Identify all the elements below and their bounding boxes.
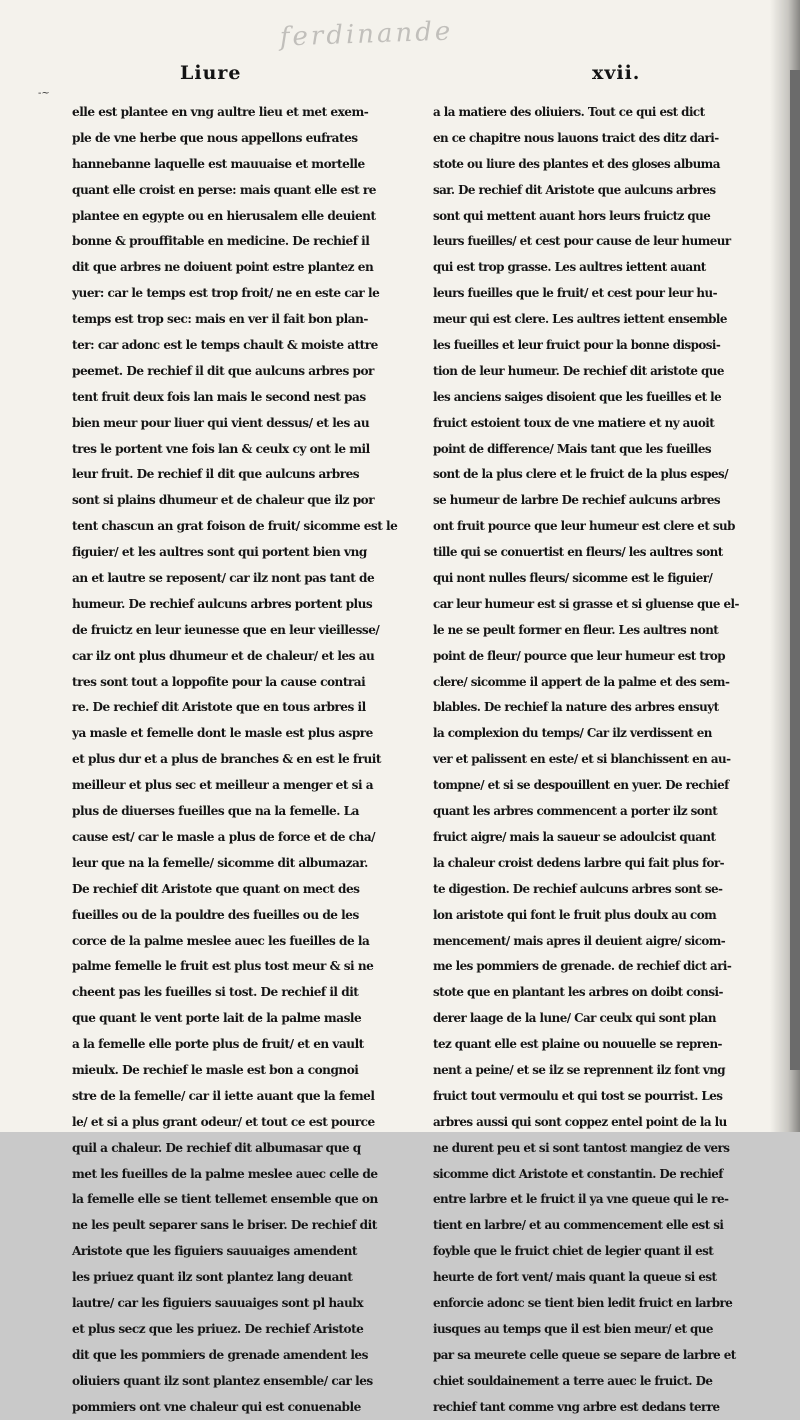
text-line: qui est trop grasse. Les aultres iettent auant (433, 260, 706, 275)
text-column-right (433, 100, 768, 1420)
text-line: rechief tant comme vng arbre est dedans terre (433, 1399, 720, 1414)
text-line: tent fruit deux fois lan mais le second nest pas (72, 389, 366, 404)
text-line: tompne/ et si se despouillent en yuer. De rechief (433, 778, 729, 793)
text-line: re. De rechief dit Aristote que en tous arbres il (72, 700, 366, 715)
text-line: hannebanne laquelle est mauuaise et mortelle (72, 156, 365, 171)
text-line: point de fleur/ pource que leur humeur est trop (433, 648, 726, 663)
text-line: tille qui se conuertist en fleurs/ les aultres sont (433, 545, 723, 560)
running-head-left: Liure (180, 62, 242, 84)
margin-mark: -~ (38, 88, 50, 99)
text-line: cause est/ car le masle a plus de force et de cha/ (72, 829, 376, 844)
text-line: les anciens saiges disoient que les fueilles et le (433, 389, 722, 404)
text-line: a la femelle elle porte plus de fruit/ et en vault (72, 1037, 364, 1052)
text-line: leurs fueilles/ et cest pour cause de leur humeur (433, 234, 731, 249)
text-line: les priuez quant ilz sont plantez lang deuant (72, 1270, 353, 1285)
text-line: ple de vne herbe que nous appellons eufrates (72, 130, 358, 145)
text-line: blables. De rechief la nature des arbres ensuyt (433, 700, 719, 715)
text-line: stre de la femelle/ car il iette auant que la femel (72, 1088, 375, 1103)
text-line: tent chascun an grat foison de fruit/ sicomme est le (72, 519, 398, 534)
text-line: ne durent peu et si sont tantost mangiez de vers (433, 1140, 730, 1155)
text-line: le/ et si a plus grant odeur/ et tout ce est pource (72, 1114, 375, 1129)
text-line: le ne se peult former en fleur. Les aultres nont (433, 622, 719, 637)
text-line: iusques au temps que il est bien meur/ et que (433, 1321, 713, 1336)
text-line: fueilles ou de la pouldre des fueilles ou de les (72, 907, 359, 922)
text-line: quil a chaleur. De rechief dit albumasar que q (72, 1140, 361, 1155)
text-line: par sa meurete celle queue se separe de larbre et (433, 1347, 736, 1362)
text-line: mieulx. De rechief le masle est bon a congnoi (72, 1062, 359, 1077)
text-line: et plus secz que les priuez. De rechief Aristote (72, 1321, 364, 1336)
running-head-folio: xvii. (592, 62, 641, 84)
text-line: arbres aussi qui sont coppez entel point de la lu (433, 1114, 727, 1129)
text-line: leurs fueilles que le fruit/ et cest pour leur hu- (433, 286, 717, 301)
text-line: meilleur et plus sec et meilleur a menger et si a (72, 778, 374, 793)
text-line: ver et palissent en este/ et si blanchissent en au- (433, 752, 731, 767)
text-line: clere/ sicomme il appert de la palme et des sem- (433, 674, 730, 689)
text-line: sicomme dict Aristote et constantin. De rechief (433, 1166, 723, 1181)
text-line: stote que en plantant les arbres on doibt consi- (433, 985, 723, 1000)
text-line: derer laage de la lune/ Car ceulx qui sont plan (433, 1011, 716, 1026)
text-line: plantee en egypte ou en hierusalem elle deuient (72, 208, 376, 223)
text-line: foyble que le fruict chiet de legier quant il est (433, 1244, 714, 1259)
text-line: leur que na la femelle/ sicomme dit albumazar. (72, 855, 368, 870)
text-line: stote ou liure des plantes et des gloses albuma (433, 156, 720, 171)
text-line: sont si plains dhumeur et de chaleur que ilz por (72, 493, 375, 508)
text-line: tres le portent vne fois lan & ceulx cy ont le mil (72, 441, 370, 456)
text-line: la chaleur croist dedens larbre qui fait plus for- (433, 855, 725, 870)
text-line: tres sont tout a loppofite pour la cause contrai (72, 674, 366, 689)
text-line: De rechief dit Aristote que quant on mect des (72, 881, 360, 896)
text-line: fruict aigre/ mais la saueur se adoulcist quant (433, 829, 716, 844)
text-line: que quant le vent porte lait de la palme masle (72, 1011, 362, 1026)
text-line: lautre/ car les figuiers sauuaiges sont pl haulx (72, 1295, 364, 1310)
text-line: bonne & prouffitable en medicine. De rechief il (72, 234, 370, 249)
text-line: dit que arbres ne doiuent point estre plantez en (72, 260, 374, 275)
text-line: entre larbre et le fruict il ya vne queue qui le re- (433, 1192, 729, 1207)
text-line: dit que les pommiers de grenade amendent les (72, 1347, 368, 1362)
text-line: me les pommiers de grenade. de rechief dict ari- (433, 959, 732, 974)
text-line: Aristote que les figuiers sauuaiges amendent (72, 1244, 357, 1259)
page-edge-strip (790, 70, 800, 1070)
text-line: fruict tout vermoulu et qui tost se pourrist. Les (433, 1088, 723, 1103)
text-line: leur fruit. De rechief il dit que aulcuns arbres (72, 467, 360, 482)
text-line: sont de la plus clere et le fruict de la plus espes/ (433, 467, 728, 482)
text-line: quant elle croist en perse: mais quant elle est re (72, 182, 376, 197)
text-line: lon aristote qui font le fruit plus doulx au com (433, 907, 717, 922)
text-line: plus de diuerses fueilles que na la femelle. La (72, 804, 360, 819)
text-line: yuer: car le temps est trop froit/ ne en este car le (72, 286, 380, 301)
text-line: bien meur pour liuer qui vient dessus/ et les au (72, 415, 370, 430)
text-line: se humeur de larbre De rechief aulcuns arbres (433, 493, 721, 508)
text-line: point de difference/ Mais tant que les fueilles (433, 441, 712, 456)
text-line: a la matiere des oliuiers. Tout ce qui est dict (433, 105, 705, 119)
text-line: elle est plantee en vng aultre lieu et met exem- (72, 105, 369, 119)
text-line: de fruictz en leur ieunesse que en leur vieillesse/ (72, 622, 380, 637)
text-line: fruict estoient toux de vne matiere et ny auoit (433, 415, 715, 430)
text-line: ne les peult separer sans le briser. De rechief dit (72, 1218, 377, 1233)
text-line: meur qui est clere. Les aultres iettent ensemble (433, 312, 727, 327)
text-line: en ce chapitre nous lauons traict des ditz dari- (433, 130, 719, 145)
text-line: met les fueilles de la palme meslee auec celle de (72, 1166, 378, 1181)
text-line: la complexion du temps/ Car ilz verdissent en (433, 726, 712, 741)
text-line: nent a peine/ et se ilz se reprennent ilz font vng (433, 1062, 726, 1077)
text-line: quant les arbres commencent a porter ilz sont (433, 804, 718, 819)
text-line: an et lautre se reposent/ car ilz nont pas tant de (72, 571, 375, 586)
text-column-left (72, 100, 412, 1420)
text-line: tion de leur humeur. De rechief dit aristote que (433, 363, 724, 378)
text-line: mencement/ mais apres il deuient aigre/ sicom- (433, 933, 726, 948)
text-line: car ilz ont plus dhumeur et de chaleur/ et les au (72, 648, 375, 663)
text-line: oliuiers quant ilz sont plantez ensemble/ car les (72, 1373, 373, 1388)
text-line: chiet souldainement a terre auec le fruict. De (433, 1373, 713, 1388)
text-line: tient en larbre/ et au commencement elle est si (433, 1218, 724, 1233)
text-line: ya masle et femelle dont le masle est plus aspre (72, 726, 373, 741)
text-line: sont qui mettent auant hors leurs fruictz que (433, 208, 711, 223)
text-line: humeur. De rechief aulcuns arbres portent plus (72, 596, 373, 611)
text-line: sar. De rechief dit Aristote que aulcuns arbres (433, 182, 716, 197)
text-line: peemet. De rechief il dit que aulcuns arbres por (72, 363, 374, 378)
text-line: figuier/ et les aultres sont qui portent bien vng (72, 545, 367, 560)
text-line: enforcie adonc se tient bien ledit fruict en larbre (433, 1295, 733, 1310)
text-line: ont fruit pource que leur humeur est clere et sub (433, 519, 735, 534)
text-line: les fueilles et leur fruict pour la bonne disposi- (433, 338, 721, 353)
text-line: tez quant elle est plaine ou nouuelle se repren- (433, 1037, 722, 1052)
text-line: car leur humeur est si grasse et si gluense que el- (433, 596, 739, 611)
text-line: palme femelle le fruit est plus tost meur & si ne (72, 959, 374, 974)
text-line: te digestion. De rechief aulcuns arbres sont se- (433, 881, 723, 896)
text-line: corce de la palme meslee auec les fueilles de la (72, 933, 370, 948)
text-line: qui nont nulles fleurs/ sicomme est le figuier/ (433, 571, 713, 586)
text-line: ter: car adonc est le temps chault & moiste attre (72, 338, 378, 353)
text-line: cheent pas les fueilles si tost. De rechief il dit (72, 985, 359, 1000)
text-line: temps est trop sec: mais en ver il fait bon plan- (72, 312, 368, 327)
text-line: et plus dur et a plus de branches & en est le fruit (72, 752, 381, 767)
text-line: la femelle elle se tient tellemet ensemble que on (72, 1192, 378, 1207)
text-line: pommiers ont vne chaleur qui est conuenable (72, 1399, 361, 1414)
bleed-through-text: ferdinande (279, 16, 454, 53)
text-line: heurte de fort vent/ mais quant la queue si est (433, 1270, 717, 1285)
